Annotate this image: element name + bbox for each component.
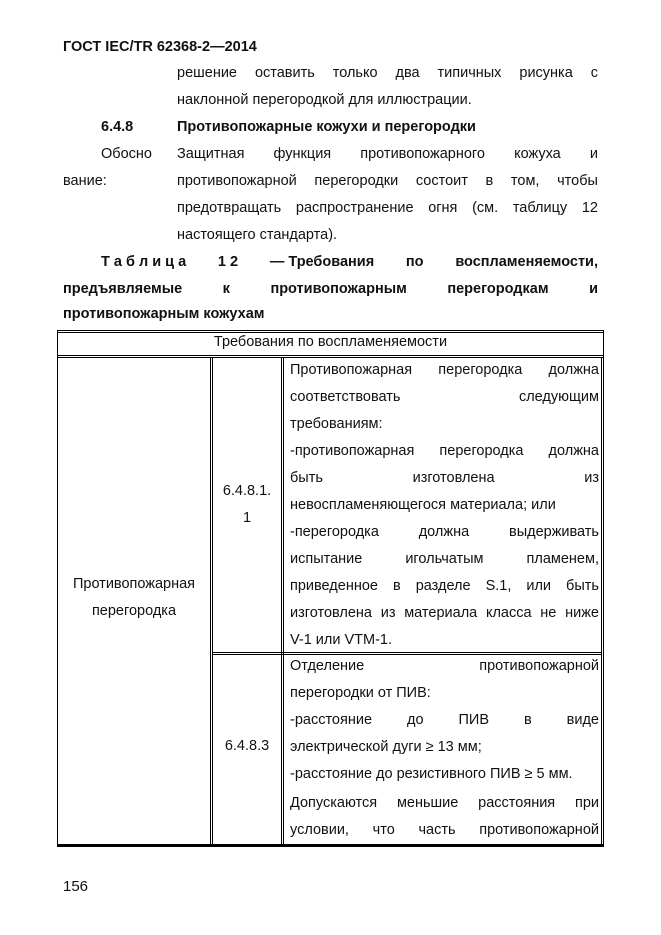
table-border-bottom-inner [57,846,604,847]
row-label-line-1: Противопожарная [72,576,196,592]
req1-line-2 [290,388,599,406]
word: должна [548,443,599,459]
word: материала [404,605,478,621]
req1-line-9 [290,577,599,595]
section-number: 6.4.8 [101,119,134,135]
req1-line-7 [290,523,599,541]
word: предъявляемые [63,281,183,297]
req2-line-4: электрической дуги ≥ 13 мм; [290,739,482,755]
table-title-line-3: противопожарным кожухам [63,306,265,322]
word: выдерживать [508,524,599,540]
req2-line-7 [290,821,599,839]
table-header-divider-inner [57,357,604,358]
word: изготовлена [290,605,372,621]
req1-line-3: требованиям: [290,416,383,432]
word: -расстояние [290,712,373,728]
word: (см. [472,200,499,216]
word: должна [418,524,470,540]
word: 12 [581,200,598,216]
section-title: Противопожарные кожухи и перегородки [177,119,476,135]
table-border-right-inner [601,357,602,845]
word: должна [548,362,599,378]
word: к [222,281,230,297]
table-border-bottom [57,844,604,845]
word: 1 2 [217,254,239,270]
word: не [540,605,557,621]
word: в [392,578,401,594]
req1-line-1 [290,361,599,379]
word: Отделение [290,658,365,674]
rationale-line-1 [177,145,598,163]
word: игольчатым [405,551,484,567]
clause-number-1b: 1 [242,510,252,526]
word: из [380,605,396,621]
word: только [332,65,378,81]
word: чтобы [557,173,598,189]
word: изготовлена [412,470,495,486]
word: таблицу [512,200,568,216]
word: состоит [415,173,468,189]
req1-line-5 [290,469,599,487]
word: и [589,281,598,297]
document-id: ГОСТ IEC/TR 62368-2—2014 [63,39,257,55]
word: S.1, [485,578,512,594]
req2-line-3 [290,711,599,729]
word: противопожарной [177,173,297,189]
word: -перегородка [290,524,379,540]
page-number: 156 [63,878,89,895]
table-header-divider [57,355,604,356]
word: два [395,65,420,81]
req1-line-8 [290,550,599,568]
table-col-divider-2b [283,357,284,845]
word: разделе [415,578,471,594]
word: при [574,795,599,811]
req2-line-5: -расстояние до резистивного ПИВ ≥ 5 мм. [290,766,573,782]
word: перегородки [314,173,399,189]
word: Т а б л и ц а [101,254,187,270]
req1-line-10 [290,604,599,622]
word: противопожарным [270,281,407,297]
word: в [485,173,494,189]
table-col-divider-1 [210,357,211,845]
word: испытание [290,551,363,567]
word: распространение [295,200,414,216]
req2-line-6 [290,794,599,812]
word: противопожарного [360,146,485,162]
intro-line-1 [177,64,598,82]
word: предотвращать [177,200,282,216]
word: условии, [290,822,349,838]
word: меньшие [396,795,459,811]
word: ПИВ [458,712,490,728]
word: том, [510,173,540,189]
word: приведенное [290,578,378,594]
table-border-right [603,330,604,847]
table-col-divider-1b [212,357,213,845]
word: до [407,712,424,728]
word: Противопожарная [290,362,413,378]
word: типичных [437,65,502,81]
rationale-line-4: настоящего стандарта). [177,227,338,243]
req2-line-2: перегородки от ПИВ: [290,685,431,701]
word: воспламеняемости, [455,254,598,270]
word: противопожарной [479,658,599,674]
rationale-line-3 [177,199,598,217]
word: перегородкам [447,281,549,297]
word: перегородка [438,362,523,378]
table-title-line-2 [63,280,598,298]
word: оставить [254,65,315,81]
word: функция [273,146,332,162]
word: часть [418,822,456,838]
word: класса [485,605,532,621]
req1-line-6: невоспламеняющегося материала; или [290,497,556,513]
word: соответствовать [290,389,401,405]
req1-line-4 [290,442,599,460]
word: Защитная [177,146,245,162]
table-col-divider-2 [281,357,282,845]
clause-number-1a: 6.4.8.1. [222,483,272,499]
word: — Требования [269,254,375,270]
word: что [372,822,395,838]
clause-number-2: 6.4.8.3 [224,738,270,754]
table-header: Требования по воспламеняемости [213,334,448,350]
word: Допускаются [290,795,378,811]
word: расстояния [478,795,556,811]
word: по [405,254,424,270]
word: перегородка [439,443,524,459]
word: или [526,578,552,594]
word: с [590,65,598,81]
word: -противопожарная [290,443,415,459]
table-row-divider [212,652,602,653]
word: виде [566,712,599,728]
word: из [584,470,599,486]
word: решение [177,65,237,81]
row-label-line-2: перегородка [91,603,177,619]
word: следующим [518,389,599,405]
word: кожуха [514,146,561,162]
table-title-line-1 [101,253,598,271]
word: в [523,712,532,728]
word: пламенем, [526,551,599,567]
word: противопожарной [479,822,599,838]
word: огня [428,200,458,216]
rationale-line-2 [177,172,598,190]
rationale-label-part2: вание: [63,173,107,189]
req2-line-1 [290,657,599,675]
word: и [589,146,598,162]
word: быть [290,470,323,486]
word: ниже [565,605,599,621]
rationale-label-part1: Обосно [101,146,152,162]
req1-line-11: V-1 или VTM-1. [290,632,393,648]
table-row-divider-inner [212,654,602,655]
intro-line-2: наклонной перегородкой для иллюстрации. [177,92,472,108]
word: быть [566,578,599,594]
word: рисунка [519,65,573,81]
